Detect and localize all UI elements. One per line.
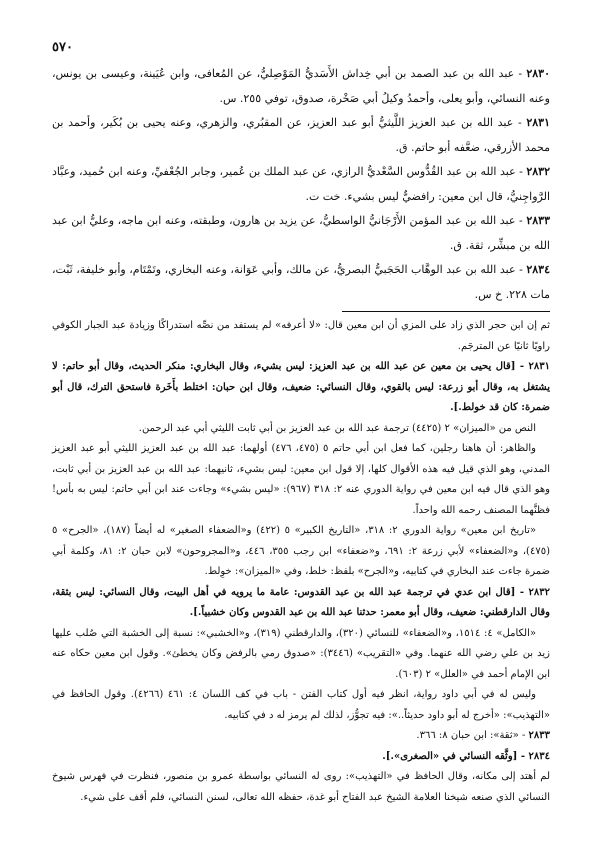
note-text: لم أهتد إلى مكانه، وقال الحافظ في «التهذيب»: روى له النسائي بواسطة عمرو بن منصور، فنظرت في فهرس شيوخ النسائي الذي صنعه شيخنا العلامة الشيخ عبد الفتاح أبو غدة، حفظه الله تعالى، لسنن النسائي، فلم أقف على شيء. [52, 771, 550, 803]
note-text: «الكامل» ٤: ١٥١٤، و«الضعفاء» للنسائي (٣٢٠)، والدارقطني (٣١٩)، و«الخشبي»: نسبة إلى الخشبة التي صُلب عليها زيد بن علي رضي الله عنهما. وفي «التقريب» (٣٤٤٦): «صدوق رمي بالرفض وكان يخطئ». وقول ابن معين حكاه عنه ابن الإمام أحمد في «العلل» ٢ (٦٠٣). [52, 627, 550, 680]
note-paragraph [52, 747, 550, 768]
note-paragraph [52, 357, 550, 419]
entry-2830 [52, 62, 550, 111]
entry-2833 [52, 209, 550, 258]
entry-number: ٢٨٣٣ [526, 214, 550, 227]
entries-section [52, 62, 550, 307]
note-text: النص من «الميزان» ٢ (٤٤٢٥) ترجمة عبد الله بن عبد العزيز بن أبي ثابت الليثي أبي عبد الرحمن. [138, 422, 536, 434]
note-paragraph [52, 521, 550, 583]
footnote-divider [342, 311, 550, 312]
footnotes-section [52, 316, 550, 808]
note-text: - [قال ابن عدي في ترجمة عبد الله بن عبد القدوس: عامة ما يرويه في أهل البيت، وقال النسائي: ليس بثقة، وقال الدارقطني: ضعيف، وقال أبو معمر: حدثنا عبد الله بن عبد القدوس وكان خشبياً.]. [52, 586, 550, 618]
entry-number: ٢٨٣٤ [526, 263, 550, 276]
note-text: «تاريخ ابن معين» رواية الدوري ٢: ٣١٨، «التاريخ الكبير» ٥ (٤٢٢) و«الضعفاء الصغير» له أيضاً (١٨٧)، «الجرح» ٥ (٤٧٥)، و«الضعفاء» لأبي زرعة ٢: ٦٩١، و«ضعفاء» ابن رجب ٣٥٥، ٤٤٦، و«المجروحون» لابن حبان ٢: ٨١، وكلمة أبي ضمرة جاءت عند البخاري في كتابيه، و«الجرح» بلفظ: خلط، وفي «الميزان»: خوِلط. [52, 525, 550, 577]
entry-2831 [52, 111, 550, 160]
note-text: - [وثَّقه النسائي في «الصغرى».]. [382, 750, 529, 762]
note-paragraph [52, 685, 550, 726]
entry-number: ٢٨٣١ [526, 116, 550, 129]
note-text: - «ثقة»: ابن حبان ٨: ٣٦٦. [416, 730, 529, 741]
entry-text: - عبد الله بن عبد المؤمن الأَرْجَانيُّ الواسطيُّ، عن يزيد بن هارون، وطبقته، وعنه ابن ماجه، وعليُّ ابن عبد الله بن مبشِّر، ثقة. ق. [52, 214, 550, 252]
note-paragraph [52, 624, 550, 686]
entry-number: ٢٨٣٢ [526, 165, 550, 178]
note-number: ٢٨٣٢ [528, 586, 550, 598]
note-number: ٢٨٣٣ [528, 730, 550, 741]
entry-text: - عبد الله بن عبد القُدُّوس السَّعْديُّ الرازي، عن عبد الملك بن عُمير، وجابر الجُعْفيِّ، وعنه ابن حُميد، وعبَّاد الرَّواجِنيُّ، قال ابن معين: رافضيٌّ ليس بشيء. خت ت. [52, 165, 550, 203]
entry-number: ٢٨٣٠ [526, 67, 550, 80]
note-paragraph [52, 726, 550, 747]
note-text: والظاهر: أن هاهنا رجلين، كما فعل ابن أبي حاتم ٥ (٤٧٥، ٤٧٦) أولهما: عبد الله بن عبد العزيز الليثي أبو عبد العزيز المدني، وهو الذي قيل فيه هذه الأقوال كلها، إلا قول ابن معين: ليس بشيء، ثانيهما: عبد الله بن عبد العزيز بن أبي ثابت، وهو الذي قال فيه ابن معين في رواية الدوري عنه ٢: ٣١٨ (٩٦٧): «ليس بشيء» وجاءت عند ابن أبي حاتم: ليس به بأس! فظنَّهما المصنف رحمه الله واحداً. [52, 443, 550, 516]
note-paragraph [52, 316, 550, 357]
entry-2832 [52, 160, 550, 209]
note-paragraph [52, 439, 550, 521]
note-number: ٢٨٣٤ [528, 750, 550, 762]
entry-text: - عبد الله بن عبد الصمد بن أبي خِداش الأَسَديُّ المَوْصِليُّ، عن المُعافى، وابن عُيَينة، وعيسى بن يونس، وعنه النسائي، وأبو يعلى، وأحمدُ وكيلُ أبي صَخْرة، صدوق، توفي ٢٥٥. س. [52, 67, 550, 105]
entry-text: - عبد الله بن عبد الوهَّاب الحَجَبيُّ البصريُّ، عن مالك، وأبي عَوَانة، وعنه البخاري، وتَمْتَام، وأبو خليفة، ثَبْت، مات ٢٢٨. خ س. [52, 263, 550, 301]
note-paragraph [52, 767, 550, 808]
entry-text: - عبد الله بن عبد العزيز اللَّيثيُّ أبو عبد العزيز، عن المقبُري، والزهري، وعنه يحيى بن بُكَير، وأحمد بن محمد الأزرقي، ضعَّفه أبو حاتم. ق. [52, 116, 550, 154]
note-text: وليس له في أبي داود رواية، انظر فيه أول كتاب الفتن - باب في كف اللسان ٤: ٤٦١ (٤٢٦٦). وقول الحافظ في «التهذيب»: «أخرج له أبو داود حديثاً..»: فيه تجوُّز، لذلك لم يرمز له د في كتابيه. [52, 689, 550, 721]
note-paragraph [52, 419, 550, 440]
note-number: ٢٨٣١ [528, 361, 550, 372]
note-text: ثم إن ابن حجر الذي زاد على المزي أن ابن معين قال: «لا أعرفه» لم يستفد من نصِّه استدراكًا وزيادة عبد الجبار الكوفي راويًا ثانيًا عن المترجَم. [52, 320, 550, 352]
note-text: - [قال يحيى بن معين عن عبد الله بن عبد العزيز: ليس بشيء، وقال البخاري: منكر الحديث، وقال أبو حاتم: لا يشتغل به، وقال أبو زرعة: ليس بالقوي، وقال النسائي: ضعيف، وقال ابن حبان: اختلط بأَخَرة فاستحق الترك، قال أبو ضمرة: كان قد خولط.]. [52, 361, 550, 413]
page-number: ٥٧٠ [52, 40, 73, 55]
note-paragraph [52, 583, 550, 624]
entry-2834 [52, 258, 550, 307]
